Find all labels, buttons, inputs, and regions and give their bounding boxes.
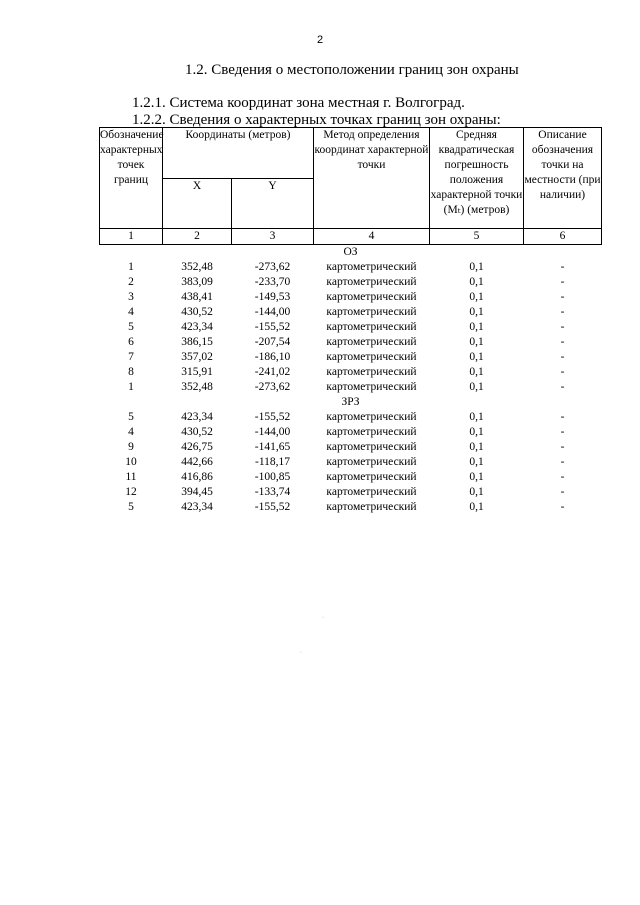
cell-method: картометрический bbox=[326, 486, 417, 498]
cell-method: картометрический bbox=[326, 306, 417, 318]
table-row bbox=[100, 350, 602, 365]
cell-x: 394,45 bbox=[181, 486, 213, 498]
cell-point: 7 bbox=[128, 351, 134, 363]
cell-x: 423,34 bbox=[181, 411, 213, 423]
column-number-3: 3 bbox=[232, 229, 314, 245]
cell-y: -118,17 bbox=[254, 456, 291, 468]
cell-x: 386,15 bbox=[181, 336, 213, 348]
table-row bbox=[100, 470, 602, 485]
cell-point: 1 bbox=[128, 381, 134, 393]
cell-error: 0,1 bbox=[469, 501, 484, 513]
table-row bbox=[100, 335, 602, 350]
cell-point: 6 bbox=[128, 336, 134, 348]
page-number: 2 bbox=[316, 34, 324, 46]
header-x: X bbox=[163, 178, 232, 229]
cell-method: картометрический bbox=[326, 336, 417, 348]
cell-method: картометрический bbox=[326, 426, 417, 438]
subsection-coordinate-system: 1.2.1. Система координат зона местная г. Волгоград. bbox=[132, 95, 465, 111]
cell-description: - bbox=[560, 261, 565, 273]
cell-y: -144,00 bbox=[254, 426, 291, 438]
cell-method: картометрический bbox=[326, 321, 417, 333]
cell-error: 0,1 bbox=[469, 276, 484, 288]
table-row bbox=[100, 380, 602, 395]
table-row bbox=[100, 455, 602, 470]
table-row bbox=[100, 275, 602, 290]
cell-point: 10 bbox=[125, 456, 137, 468]
cell-error: 0,1 bbox=[469, 351, 484, 363]
cell-x: 430,52 bbox=[181, 306, 213, 318]
zone-name: ЗРЗ bbox=[341, 396, 360, 408]
cell-method: картометрический bbox=[326, 276, 417, 288]
zone-name: ОЗ bbox=[343, 246, 358, 258]
subsection-boundary-points: 1.2.2. Сведения о характерных точках границ зон охраны: bbox=[132, 112, 501, 128]
table-row bbox=[100, 485, 602, 500]
cell-point: 2 bbox=[128, 276, 134, 288]
cell-y: -233,70 bbox=[254, 276, 291, 288]
header-method: Метод определения координат характерной точки bbox=[314, 128, 430, 229]
cell-error: 0,1 bbox=[469, 336, 484, 348]
cell-y: -133,74 bbox=[254, 486, 291, 498]
cell-point: 8 bbox=[128, 366, 134, 378]
boundary-points-table bbox=[99, 127, 602, 515]
cell-x: 416,86 bbox=[181, 471, 213, 483]
cell-method: картометрический bbox=[326, 441, 417, 453]
cell-y: -141,65 bbox=[254, 441, 291, 453]
cell-description: - bbox=[560, 471, 565, 483]
cell-point: 9 bbox=[128, 441, 134, 453]
cell-x: 315,91 bbox=[181, 366, 213, 378]
header-coordinates: Координаты (метров) bbox=[163, 128, 314, 179]
cell-y: -100,85 bbox=[254, 471, 291, 483]
cell-x: 438,41 bbox=[181, 291, 213, 303]
cell-error: 0,1 bbox=[469, 411, 484, 423]
cell-description: - bbox=[560, 426, 565, 438]
cell-point: 5 bbox=[128, 411, 134, 423]
cell-error: 0,1 bbox=[469, 381, 484, 393]
column-numbers-row bbox=[100, 229, 602, 245]
cell-method: картометрический bbox=[326, 261, 417, 273]
cell-y: -273,62 bbox=[254, 381, 291, 393]
cell-description: - bbox=[560, 366, 565, 378]
cell-method: картометрический bbox=[326, 291, 417, 303]
cell-method: картометрический bbox=[326, 366, 417, 378]
cell-point: 4 bbox=[128, 306, 134, 318]
cell-description: - bbox=[560, 336, 565, 348]
section-title: 1.2. Сведения о местоположении границ зон охраны bbox=[185, 62, 519, 78]
table-row bbox=[100, 320, 602, 335]
cell-error: 0,1 bbox=[469, 261, 484, 273]
cell-error: 0,1 bbox=[469, 366, 484, 378]
cell-point: 3 bbox=[128, 291, 134, 303]
cell-x: 442,66 bbox=[181, 456, 213, 468]
cell-x: 430,52 bbox=[181, 426, 213, 438]
cell-description: - bbox=[560, 441, 565, 453]
cell-method: картометрический bbox=[326, 501, 417, 513]
cell-point: 11 bbox=[125, 471, 137, 483]
column-number-4: 4 bbox=[314, 229, 430, 245]
header-y: Y bbox=[232, 178, 314, 229]
table-row bbox=[100, 410, 602, 425]
cell-y: -273,62 bbox=[254, 261, 291, 273]
cell-y: -186,10 bbox=[254, 351, 291, 363]
table-row bbox=[100, 260, 602, 275]
table-row bbox=[100, 500, 602, 515]
cell-x: 383,09 bbox=[181, 276, 213, 288]
cell-description: - bbox=[560, 456, 565, 468]
header-designation: Обозначение характерных точек границ bbox=[100, 128, 163, 229]
cell-error: 0,1 bbox=[469, 426, 484, 438]
cell-y: -149,53 bbox=[254, 291, 291, 303]
header-description: Описание обозначения точки на местности (при наличии) bbox=[524, 128, 602, 229]
cell-point: 4 bbox=[128, 426, 134, 438]
cell-description: - bbox=[560, 321, 565, 333]
cell-description: - bbox=[560, 276, 565, 288]
column-number-6: 6 bbox=[524, 229, 602, 245]
cell-error: 0,1 bbox=[469, 456, 484, 468]
cell-description: - bbox=[560, 306, 565, 318]
cell-description: - bbox=[560, 501, 565, 513]
cell-point: 1 bbox=[128, 261, 134, 273]
table-row bbox=[100, 425, 602, 440]
table-row bbox=[100, 440, 602, 455]
cell-point: 12 bbox=[125, 486, 137, 498]
cell-method: картометрический bbox=[326, 456, 417, 468]
cell-error: 0,1 bbox=[469, 441, 484, 453]
scan-speck: · bbox=[300, 650, 302, 656]
cell-y: -207,54 bbox=[254, 336, 291, 348]
scan-speck: · bbox=[322, 615, 324, 621]
cell-description: - bbox=[560, 351, 565, 363]
column-number-1: 1 bbox=[100, 229, 163, 245]
cell-description: - bbox=[560, 291, 565, 303]
cell-y: -144,00 bbox=[254, 306, 291, 318]
cell-x: 423,34 bbox=[181, 321, 213, 333]
cell-description: - bbox=[560, 381, 565, 393]
cell-x: 426,75 bbox=[181, 441, 213, 453]
zone-row bbox=[100, 395, 602, 410]
cell-x: 352,48 bbox=[181, 261, 213, 273]
cell-y: -155,52 bbox=[254, 501, 291, 513]
cell-method: картометрический bbox=[326, 411, 417, 423]
cell-error: 0,1 bbox=[469, 306, 484, 318]
cell-y: -241,02 bbox=[254, 366, 291, 378]
cell-x: 357,02 bbox=[181, 351, 213, 363]
table-row bbox=[100, 290, 602, 305]
cell-y: -155,52 bbox=[254, 321, 291, 333]
cell-error: 0,1 bbox=[469, 471, 484, 483]
cell-description: - bbox=[560, 411, 565, 423]
column-number-2: 2 bbox=[163, 229, 232, 245]
cell-point: 5 bbox=[128, 501, 134, 513]
cell-method: картометрический bbox=[326, 381, 417, 393]
zone-row bbox=[100, 245, 602, 261]
cell-method: картометрический bbox=[326, 471, 417, 483]
column-number-5: 5 bbox=[430, 229, 524, 245]
cell-x: 352,48 bbox=[181, 381, 213, 393]
cell-error: 0,1 bbox=[469, 321, 484, 333]
cell-point: 5 bbox=[128, 321, 134, 333]
cell-description: - bbox=[560, 486, 565, 498]
cell-y: -155,52 bbox=[254, 411, 291, 423]
cell-x: 423,34 bbox=[181, 501, 213, 513]
header-error: Средняя квадратическая погрешность положения характерной точки (Mₜ) (метров) bbox=[430, 128, 524, 229]
table-row bbox=[100, 305, 602, 320]
table-row bbox=[100, 365, 602, 380]
cell-error: 0,1 bbox=[469, 486, 484, 498]
cell-error: 0,1 bbox=[469, 291, 484, 303]
cell-method: картометрический bbox=[326, 351, 417, 363]
